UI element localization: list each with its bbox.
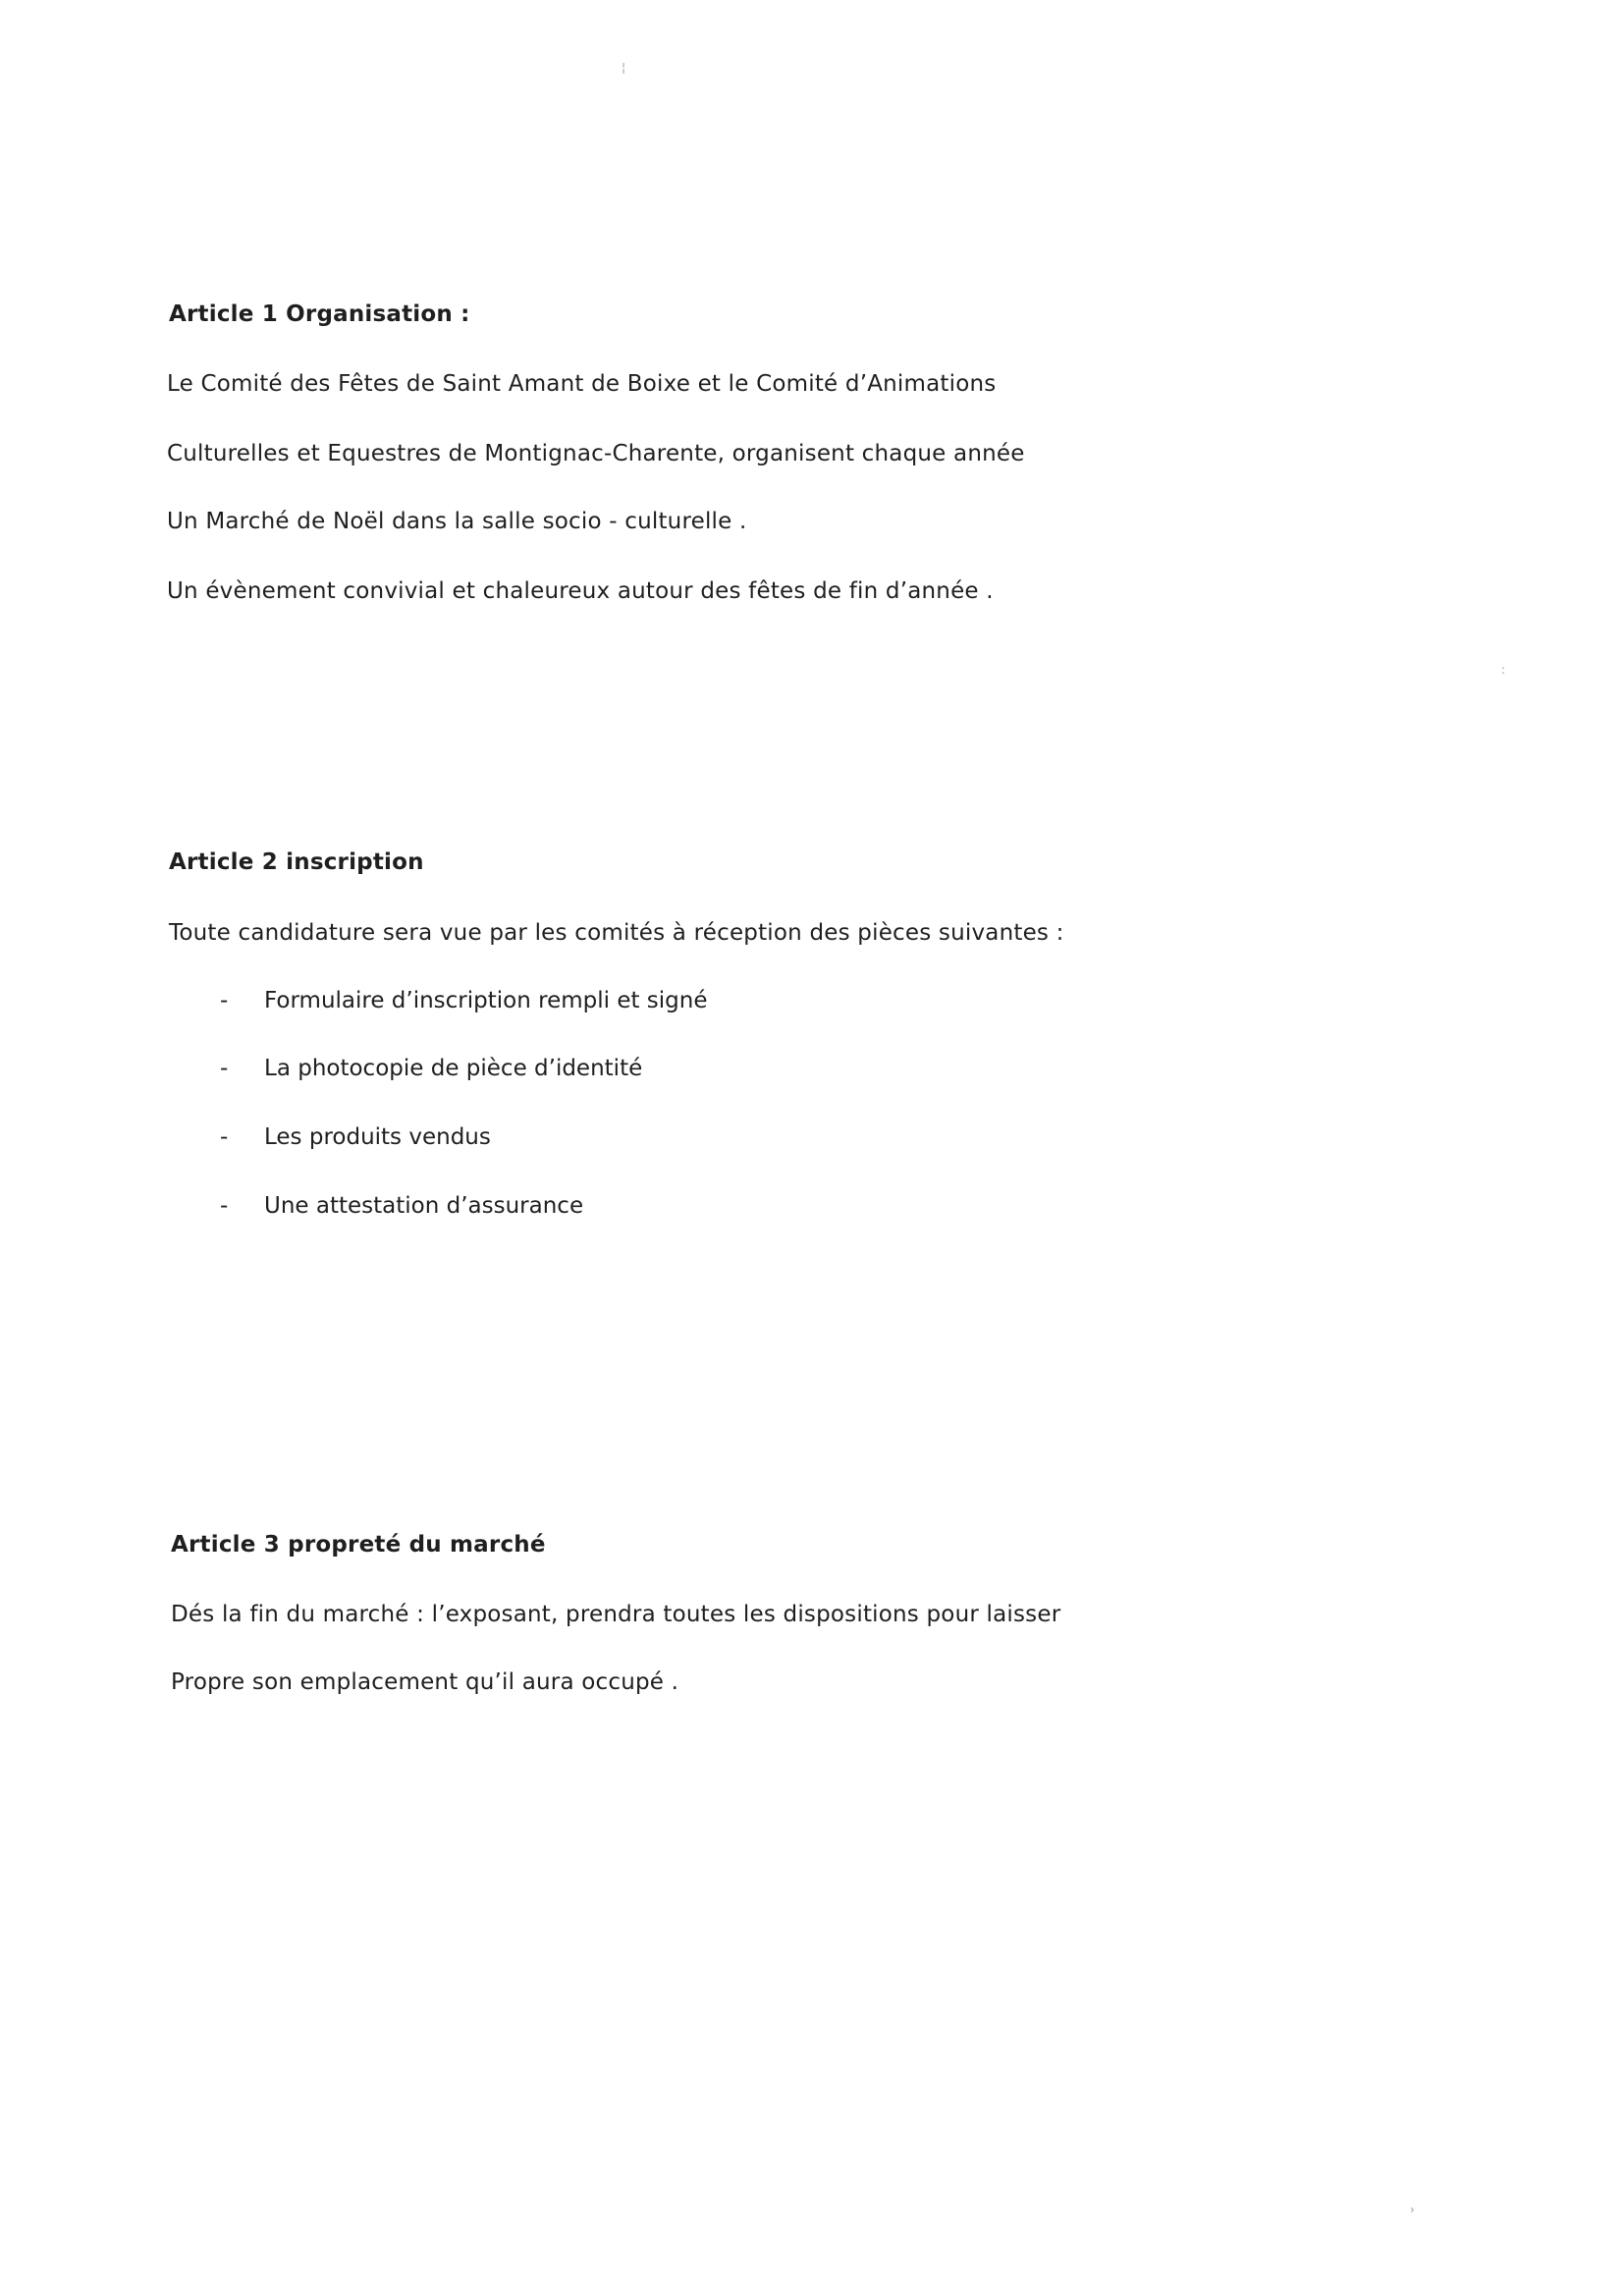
bullet-dash: - xyxy=(220,1124,229,1150)
bullet-dash: - xyxy=(220,988,229,1013)
article-3-line: Propre son emplacement qu’il aura occupé . xyxy=(171,1669,679,1695)
scan-speck: : xyxy=(1501,663,1506,677)
scan-speck: ¦ xyxy=(622,61,626,75)
bullet-dash: - xyxy=(220,1056,229,1081)
list-item-text: Une attestation d’assurance xyxy=(264,1193,584,1219)
article-2-intro: Toute candidature sera vue par les comités à réception des pièces suivantes : xyxy=(169,920,1064,946)
article-3-line: Dés la fin du marché : l’exposant, prendra toutes les dispositions pour laisser xyxy=(171,1602,1061,1627)
article-1-line: Le Comité des Fêtes de Saint Amant de Boixe et le Comité d’Animations xyxy=(167,371,997,397)
list-item-text: Formulaire d’inscription rempli et signé xyxy=(264,988,708,1013)
article-2-heading: Article 2 inscription xyxy=(169,849,424,875)
article-1-line: Un évènement convivial et chaleureux autour des fêtes de fin d’année . xyxy=(167,578,994,604)
article-1-line: Culturelles et Equestres de Montignac-Charente, organisent chaque année xyxy=(167,441,1025,466)
article-1-heading: Article 1 Organisation : xyxy=(169,301,470,327)
article-1-line: Un Marché de Noël dans la salle socio - culturelle . xyxy=(167,509,747,534)
article-3-heading: Article 3 propreté du marché xyxy=(171,1532,546,1558)
list-item-text: La photocopie de pièce d’identité xyxy=(264,1056,643,1081)
bullet-dash: - xyxy=(220,1193,229,1219)
list-item-text: Les produits vendus xyxy=(264,1124,491,1150)
scan-speck: › xyxy=(1410,2203,1415,2216)
